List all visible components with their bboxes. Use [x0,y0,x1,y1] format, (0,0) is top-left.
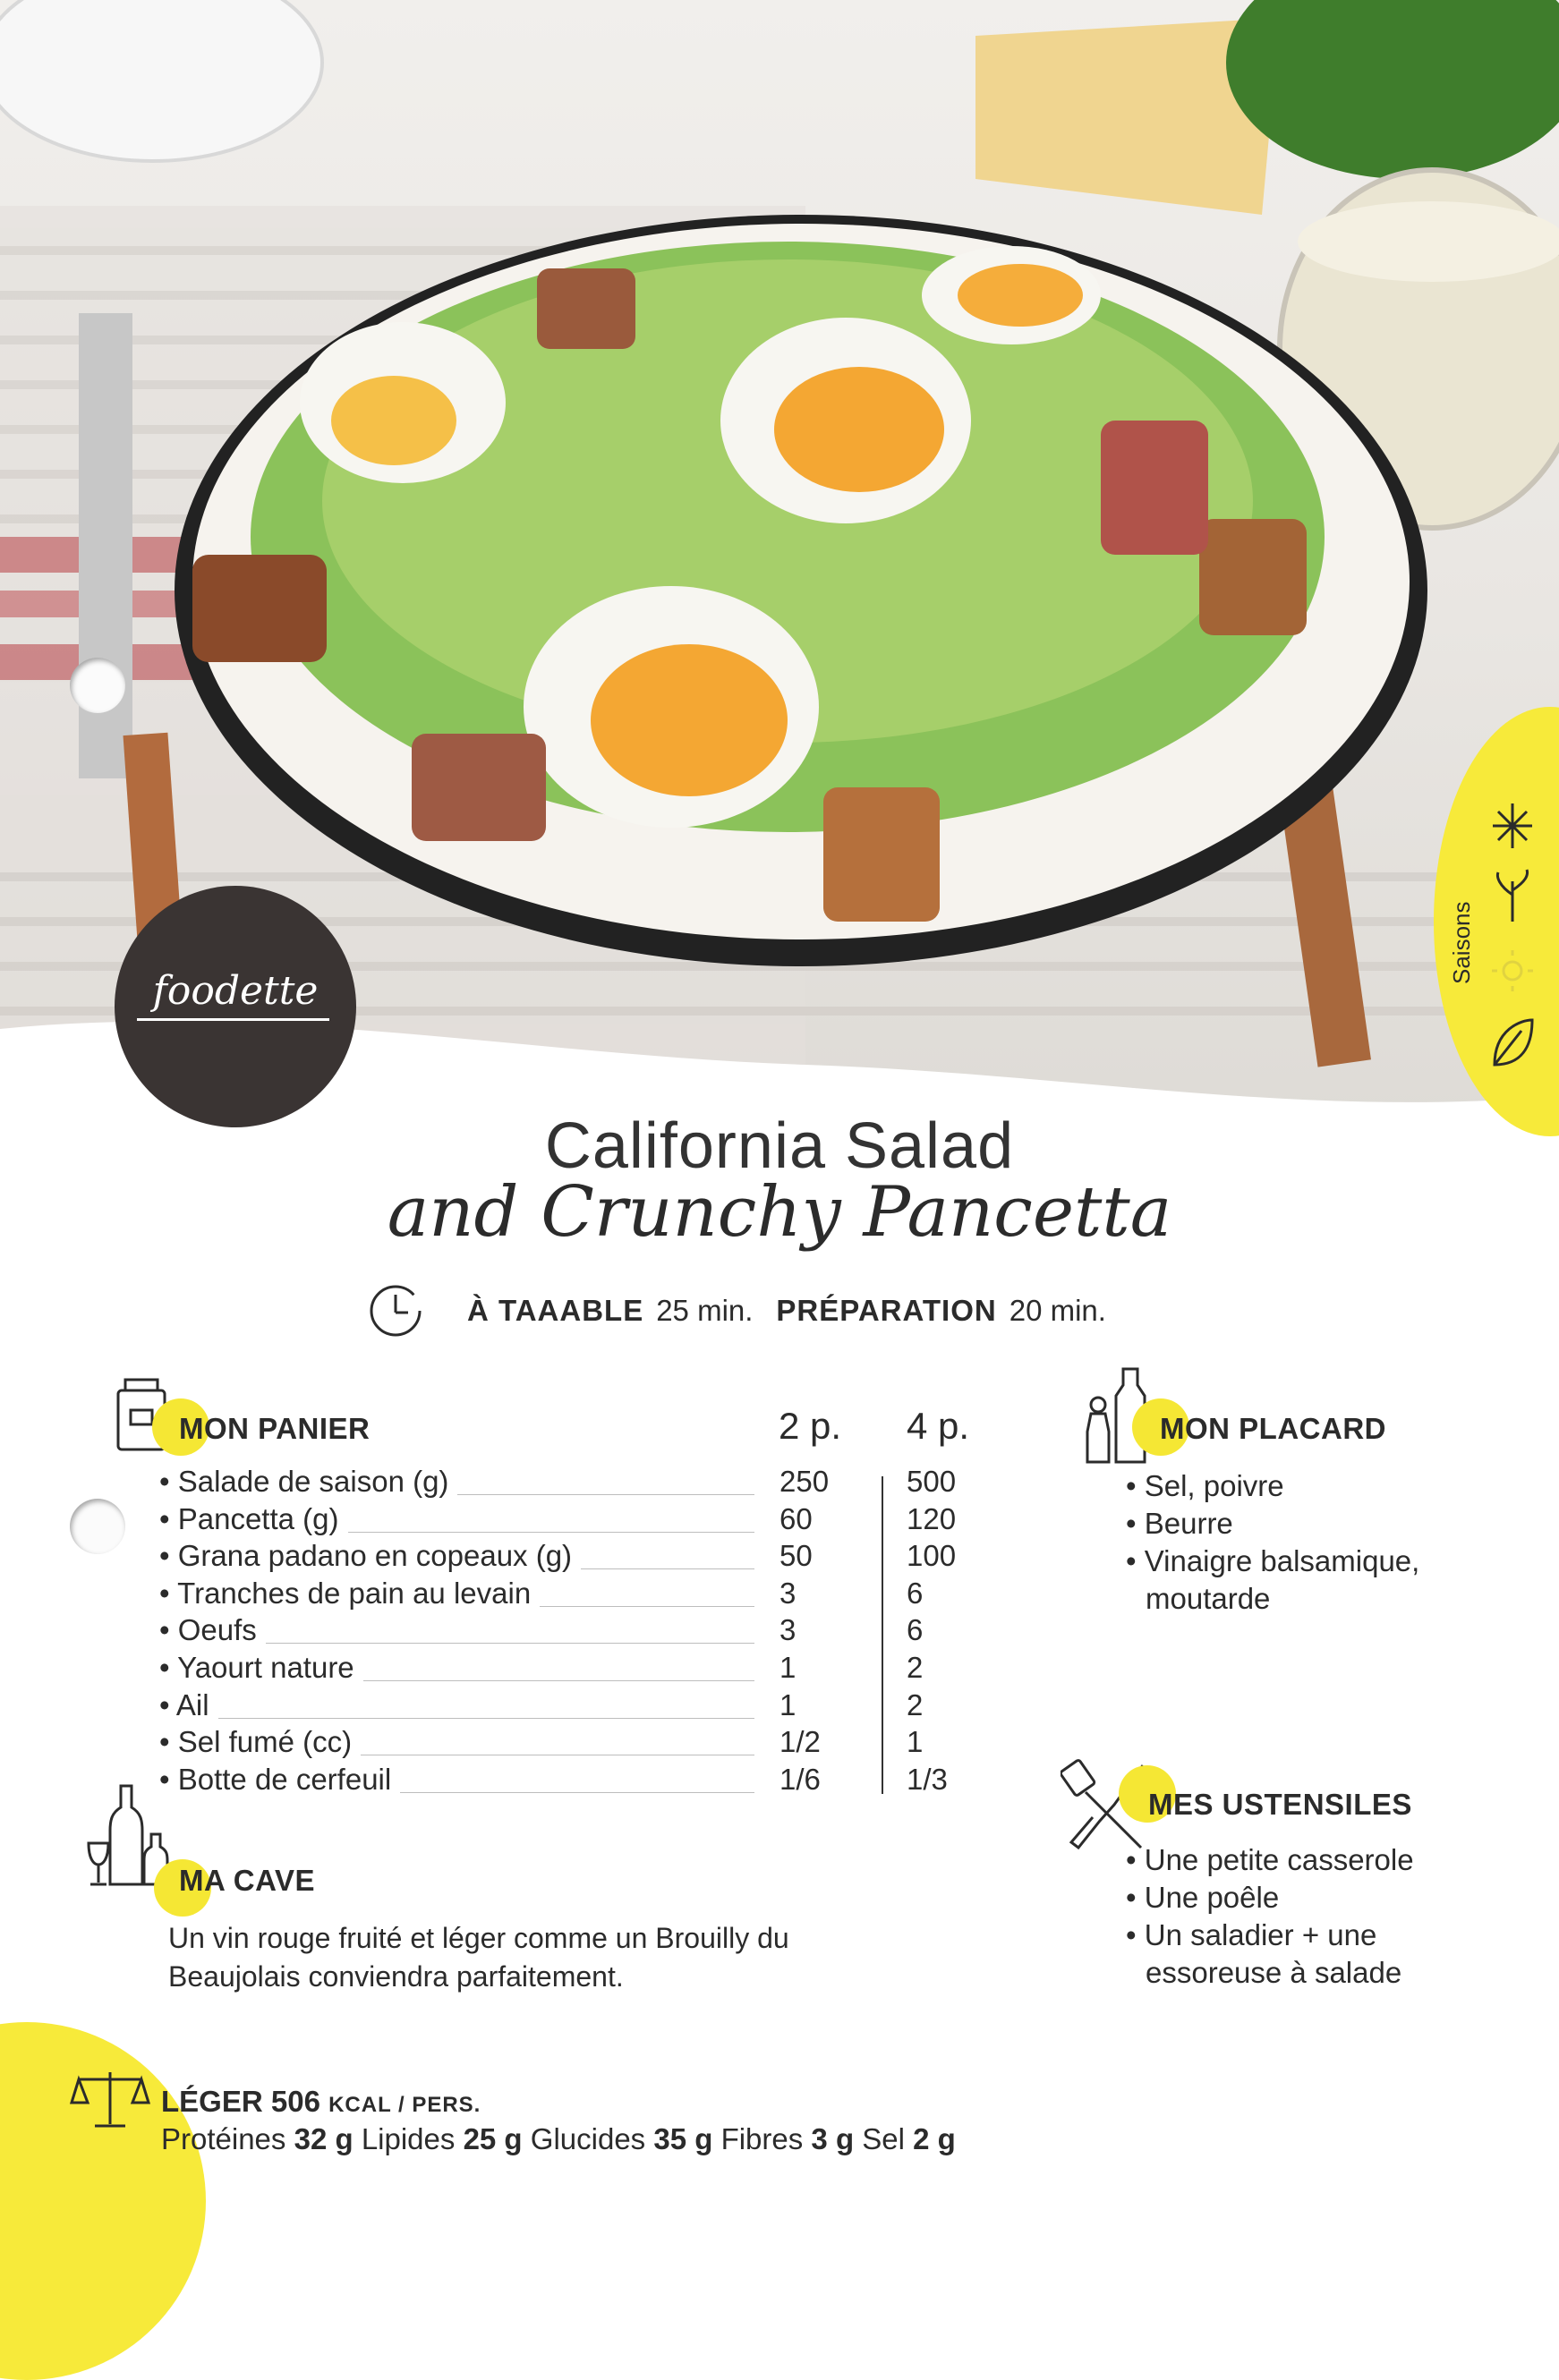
placard-item: • Vinaigre balsamique, [1126,1544,1420,1577]
quantity-2p: 1/6 [780,1762,821,1796]
quantity-2p: 250 [780,1465,830,1498]
lipides-value: 25 g [463,2122,523,2155]
ingredient-row [159,1465,983,1502]
kcal-unit: KCAL / PERS. [328,2093,481,2117]
panier-title: MON PANIER [179,1412,371,1445]
wine-suggestion [168,1919,902,1996]
placard-title: MON PLACARD [1160,1412,1386,1445]
sel-label: Sel [862,2122,905,2155]
ingredient-name: • Oeufs [159,1613,266,1647]
quantity-4p: 1 [907,1725,924,1759]
clock-icon [367,1282,424,1339]
proteines-value: 32 g [294,2122,354,2155]
total-time-value: 25 min. [656,1294,754,1327]
wine-text-line2: Beaujolais conviendra parfaitement. [168,1960,624,1993]
ingredient-row [159,1688,983,1726]
seasons-icons [1486,796,1539,1101]
placard-item: • Beurre [1126,1507,1233,1540]
ustensile-item: • Un saladier + une [1126,1918,1377,1951]
recipe-times [367,1275,1106,1347]
ustensiles-title: MES USTENSILES [1148,1788,1412,1821]
quantity-2p: 3 [780,1613,797,1647]
snowflake-icon [1493,803,1532,848]
ingredient-row [159,1539,983,1577]
proteines-label: Protéines [161,2122,286,2155]
wine-text-line1: Un vin rouge fruité et léger comme un Brouilly du [168,1922,789,1954]
binder-hole-top [70,658,125,713]
prep-time-label: PRÉPARATION [776,1294,997,1327]
quantity-2p: 1 [780,1687,797,1721]
ingredient-name: • Tranches de pain au levain [159,1577,540,1611]
lipides-label: Lipides [361,2122,456,2155]
recipe-subtitle: and Crunchy Pancetta [387,1172,1172,1253]
quantity-2p: 50 [780,1539,813,1573]
sun-icon [1492,950,1533,991]
ingredient-name: • Grana padano en copeaux (g) [159,1539,581,1573]
seasons-label: Saisons [1448,901,1475,984]
quantity-2p: 3 [780,1576,797,1610]
ingredient-row [159,1502,983,1540]
quantity-2p: 1 [780,1651,797,1684]
fibres-label: Fibres [720,2122,804,2155]
leader-line [159,1718,754,1719]
quantity-4p: 500 [907,1465,957,1498]
nutrition-details [161,2122,956,2156]
scale-icon [70,2067,150,2131]
ingredient-name: • Pancetta (g) [159,1502,348,1536]
placard-list [1126,1467,1419,1618]
quantity-4p: 120 [907,1501,957,1535]
ingredient-name: • Botte de cerfeuil [159,1763,400,1797]
leaf-icon [1495,1020,1532,1065]
recipe-title: California Salad [544,1110,1015,1182]
ustensiles-list [1126,1841,1414,1992]
quantity-4p: 1/3 [907,1762,948,1796]
logo-text: foodette [152,968,319,1014]
ustensile-item: essoreuse à salade [1146,1956,1402,1989]
sprout-icon [1497,870,1527,922]
total-time-label: À TAAABLE [467,1294,644,1327]
col-4-persons: 4 p. [907,1405,970,1447]
quantity-4p: 2 [907,1651,924,1684]
col-2-persons: 2 p. [779,1405,842,1447]
ustensile-item: • Une poêle [1126,1881,1280,1914]
nutrition-label: LÉGER [161,2085,263,2118]
nutrition-summary [161,2085,481,2119]
quantity-4p: 6 [907,1613,924,1647]
binder-hole-bottom [70,1499,125,1554]
ingredient-row [159,1577,983,1614]
sel-value: 2 g [913,2122,956,2155]
ingredient-name: • Yaourt nature [159,1651,363,1685]
ingredient-name: • Salade de saison (g) [159,1465,457,1499]
glucides-label: Glucides [530,2122,646,2155]
quantity-4p: 2 [907,1687,924,1721]
placard-item: moutarde [1146,1582,1271,1615]
fibres-value: 3 g [811,2122,855,2155]
ingredient-row [159,1763,983,1800]
quantity-2p: 60 [780,1501,813,1535]
logo-underline [137,1018,329,1021]
ingredient-name: • Ail [159,1688,218,1722]
quantity-2p: 1/2 [780,1725,821,1759]
foodette-logo [115,886,356,1127]
kcal-value: 506 [270,2085,320,2118]
ingredient-row [159,1651,983,1688]
placard-item: • Sel, poivre [1126,1469,1284,1502]
prep-time-value: 20 min. [1009,1294,1106,1327]
quantity-4p: 100 [907,1539,957,1573]
cave-title: MA CAVE [179,1864,315,1897]
quantity-4p: 6 [907,1576,924,1610]
ingredient-row [159,1613,983,1651]
ingredient-name: • Sel fumé (cc) [159,1725,361,1759]
ustensile-item: • Une petite casserole [1126,1843,1414,1876]
ingredient-row [159,1725,983,1763]
glucides-value: 35 g [653,2122,713,2155]
